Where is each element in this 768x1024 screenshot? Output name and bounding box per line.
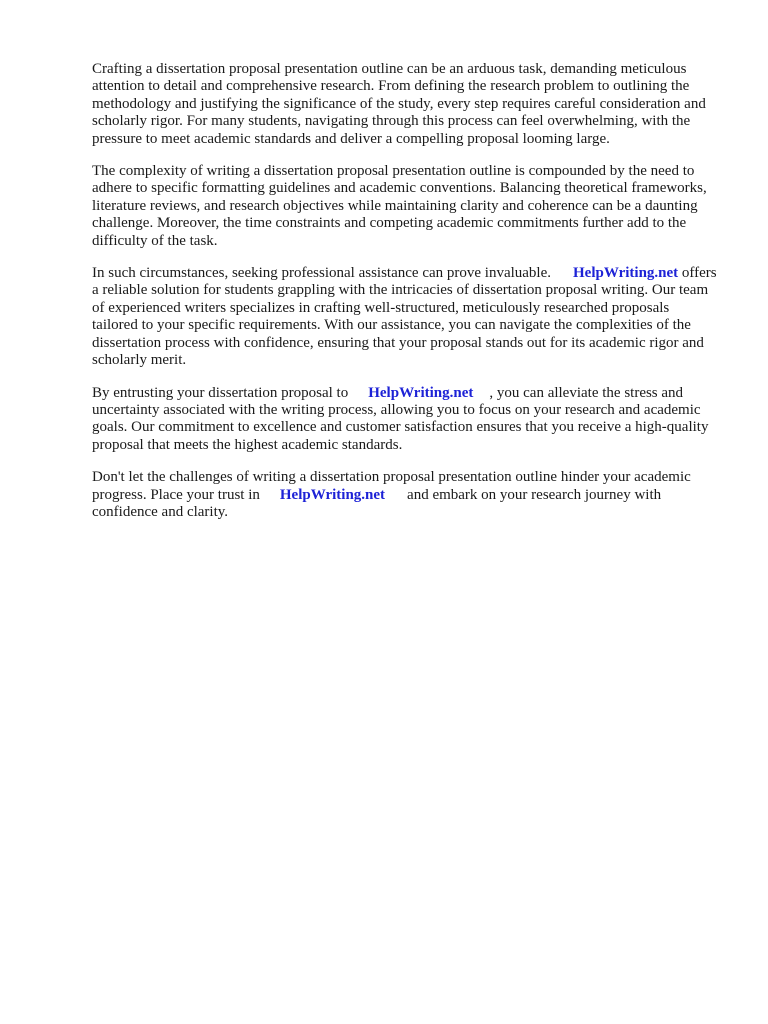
document-body xyxy=(92,61,718,536)
paragraph-entrusting-after: , you can alleviate the stress and uncertainty associated with the writing process, allowing you to focus on your research and academic goals. Our commitment to excellence and customer satisfaction ensures that you receive a high-quality proposal that meets the highest academic standards. xyxy=(92,384,709,453)
helpwriting-link-1[interactable]: HelpWriting.net xyxy=(573,265,679,282)
paragraph-closing-after: and embark on your research journey with confidence and clarity. xyxy=(92,486,662,520)
paragraph-closing xyxy=(92,469,718,521)
paragraph-complexity-text: The complexity of writing a dissertation proposal presentation outline is compounded by the need to adhere to specific formatting guidelines and academic conventions. Balancing theoretical frameworks, literature reviews, and research objectives while maintaining clarity and coherence can be a daunting challenge. Moreover, the time constraints and competing academic commitments further add to the difficulty of the task. xyxy=(92,163,707,249)
paragraph-entrusting-before: By entrusting your dissertation proposal to xyxy=(92,384,349,401)
paragraph-assistance-after: offers a reliable solution for students grappling with the intricacies of dissertation proposal writing. Our team of experienced writers specializes in crafting well-structured, meticulously researched proposals tailored to your specific requirements. With our assistance, you can navigate the complexities of the dissertation process with confidence, ensuring that your proposal stands out for its academic rigor and scholarly merit. xyxy=(92,265,717,369)
paragraph-assistance-before: In such circumstances, seeking professional assistance can prove invaluable. xyxy=(92,265,552,282)
paragraph-intro xyxy=(92,61,718,148)
paragraph-entrusting xyxy=(92,385,718,455)
paragraph-assistance xyxy=(92,265,718,369)
helpwriting-link-2[interactable]: HelpWriting.net xyxy=(368,384,474,401)
paragraph-closing-before: Don't let the challenges of writing a dissertation proposal presentation outline hinder your academic progress. Place your trust in xyxy=(92,469,691,503)
paragraph-complexity xyxy=(92,163,718,250)
paragraph-intro-text: Crafting a dissertation proposal presentation outline can be an arduous task, demanding meticulous attention to detail and comprehensive research. From defining the research problem to outlining the methodology and justifying the significance of the study, every step requires careful consideration and scholarly rigor. For many students, navigating through this process can feel overwhelming, with the pressure to meet academic standards and deliver a compelling proposal looming large. xyxy=(92,61,706,147)
helpwriting-link-3[interactable]: HelpWriting.net xyxy=(279,486,386,503)
